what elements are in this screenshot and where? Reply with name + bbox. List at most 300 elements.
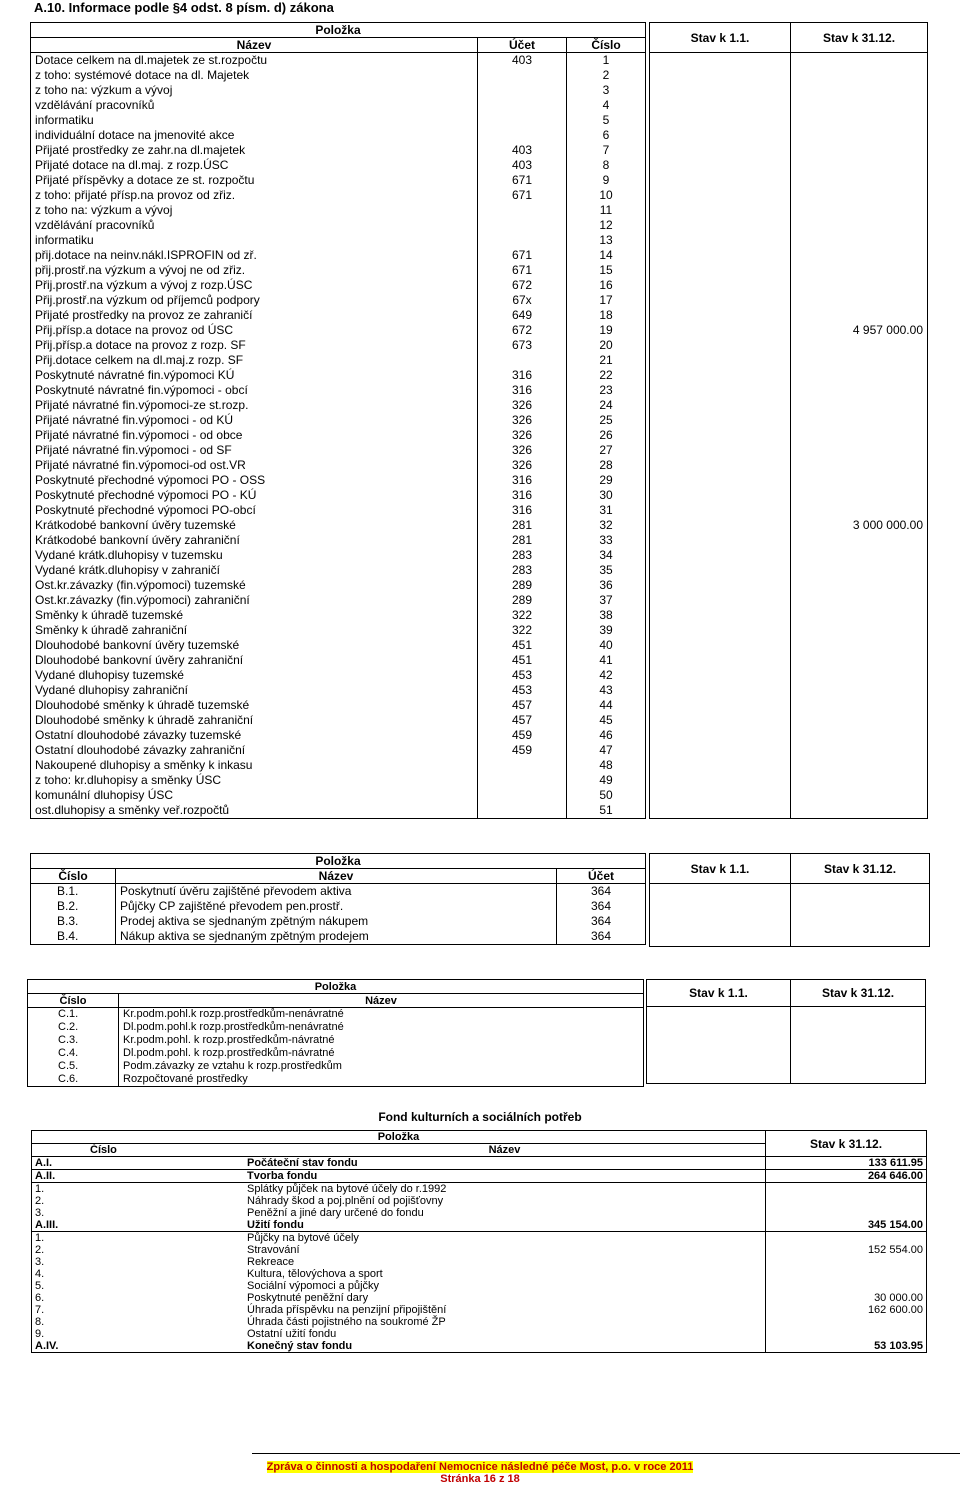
fund-cislo: 6. bbox=[35, 1292, 45, 1304]
item-cislo: B.4. bbox=[31, 929, 116, 945]
table-row bbox=[31, 143, 646, 158]
table-row bbox=[28, 1073, 644, 1087]
table-row bbox=[650, 203, 928, 218]
item-stav11 bbox=[650, 653, 791, 668]
item-ucet: 671 bbox=[478, 263, 567, 278]
item-stav3112 bbox=[791, 653, 928, 668]
table-row bbox=[31, 443, 646, 458]
table-row bbox=[650, 188, 928, 203]
item-name: Přij.přísp.a dotace na provoz z rozp. SF bbox=[31, 338, 478, 353]
fund-cislo: 3. bbox=[35, 1207, 45, 1219]
item-stav11 bbox=[650, 383, 791, 398]
fund-table bbox=[31, 1130, 927, 1353]
item-ucet bbox=[478, 98, 567, 113]
item-stav11 bbox=[650, 173, 791, 188]
item-stav3112 bbox=[791, 143, 928, 158]
item-stav3112 bbox=[791, 53, 928, 69]
item-cislo: 27 bbox=[599, 443, 613, 457]
table-row bbox=[31, 308, 646, 323]
item-stav3112 bbox=[791, 263, 928, 278]
item-cislo: C.4. bbox=[28, 1047, 119, 1060]
item-stav11 bbox=[650, 803, 791, 819]
item-stav11 bbox=[650, 83, 791, 98]
item-cislo: 29 bbox=[599, 473, 613, 487]
item-ucet: 316 bbox=[478, 488, 567, 503]
fund-cislo: 7. bbox=[35, 1304, 45, 1316]
item-ucet: 459 bbox=[478, 728, 567, 743]
item-name: Přijaté prostředky ze zahr.na dl.majetek bbox=[31, 143, 478, 158]
item-stav11 bbox=[650, 203, 791, 218]
item-cislo: 26 bbox=[599, 428, 613, 442]
table-a-group-header: Položka bbox=[31, 23, 646, 38]
item-name: Přijaté dotace na dl.maj. z rozp.ÚSC bbox=[31, 158, 478, 173]
table-row bbox=[650, 383, 928, 398]
table-row bbox=[31, 323, 646, 338]
table-b-ucet-header: Účet bbox=[587, 869, 614, 883]
table-row bbox=[32, 1328, 927, 1340]
item-cislo: B.3. bbox=[31, 914, 116, 929]
item-cislo: 44 bbox=[599, 698, 613, 712]
item-cislo: 8 bbox=[602, 158, 610, 172]
table-row bbox=[650, 683, 928, 698]
item-stav11 bbox=[650, 98, 791, 113]
fund-cislo: A.II. bbox=[32, 1170, 245, 1183]
fund-title: Fond kulturních a sociálních potřeb bbox=[378, 1110, 582, 1124]
table-row bbox=[31, 68, 646, 83]
fund-cislo: 5. bbox=[35, 1280, 45, 1292]
item-name: informatiku bbox=[31, 113, 478, 128]
table-row bbox=[32, 1170, 927, 1183]
item-stav3112: 4 957 000.00 bbox=[852, 323, 923, 337]
item-stav11 bbox=[650, 233, 791, 248]
item-ucet: 322 bbox=[478, 608, 567, 623]
fund-value bbox=[766, 1195, 927, 1207]
item-stav3112 bbox=[791, 83, 928, 98]
item-name: Dlouhodobé bankovní úvěry tuzemské bbox=[31, 638, 478, 653]
item-cislo: 14 bbox=[599, 248, 613, 262]
fund-name: Peněžní a jiné dary určené do fondu bbox=[244, 1207, 766, 1219]
item-stav11 bbox=[650, 758, 791, 773]
table-row bbox=[28, 1021, 644, 1034]
item-cislo: 15 bbox=[599, 263, 613, 277]
item-stav3112 bbox=[791, 458, 928, 473]
table-row bbox=[31, 638, 646, 653]
fund-value bbox=[766, 1232, 927, 1245]
item-ucet: 364 bbox=[590, 899, 612, 913]
table-row bbox=[32, 1219, 927, 1232]
fund-name: Ostatní užití fondu bbox=[244, 1328, 766, 1340]
item-name: z toho: systémové dotace na dl. Majetek bbox=[31, 68, 478, 83]
table-row bbox=[32, 1244, 927, 1256]
item-cislo: 49 bbox=[599, 773, 613, 787]
table-row bbox=[31, 788, 646, 803]
item-stav3112 bbox=[791, 758, 928, 773]
table-row bbox=[31, 293, 646, 308]
item-cislo: 7 bbox=[602, 143, 610, 157]
fund-name: Sociální výpomoci a půjčky bbox=[244, 1280, 766, 1292]
table-row bbox=[650, 488, 928, 503]
item-cislo: 5 bbox=[602, 113, 610, 127]
fund-cislo: 2. bbox=[35, 1244, 45, 1256]
item-stav3112 bbox=[791, 803, 928, 819]
table-row bbox=[32, 1232, 927, 1245]
fund-value bbox=[766, 1256, 927, 1268]
item-ucet: 281 bbox=[478, 533, 567, 548]
table-row bbox=[31, 713, 646, 728]
fund-cislo-header: Číslo bbox=[90, 1144, 117, 1156]
table-row bbox=[650, 443, 928, 458]
item-stav3112 bbox=[791, 413, 928, 428]
item-ucet: 457 bbox=[478, 698, 567, 713]
item-name: Vydané dluhopisy tuzemské bbox=[31, 668, 478, 683]
table-row bbox=[650, 578, 928, 593]
item-cislo: 37 bbox=[599, 593, 613, 607]
table-row bbox=[31, 218, 646, 233]
item-ucet: 673 bbox=[478, 338, 567, 353]
item-stav11 bbox=[650, 488, 791, 503]
item-ucet: 451 bbox=[478, 638, 567, 653]
table-b-stav3112-header: Stav k 31.12. bbox=[823, 861, 897, 876]
table-row bbox=[31, 608, 646, 623]
item-cislo: 17 bbox=[599, 293, 613, 307]
item-ucet bbox=[478, 233, 567, 248]
item-ucet: 326 bbox=[478, 413, 567, 428]
table-row bbox=[31, 533, 646, 548]
item-ucet: 316 bbox=[478, 368, 567, 383]
table-row bbox=[31, 758, 646, 773]
table-a-stav11-header: Stav k 1.1. bbox=[650, 23, 791, 53]
item-name: Krátkodobé bankovní úvěry zahraniční bbox=[31, 533, 478, 548]
table-a-ucet-header: Účet bbox=[478, 38, 567, 53]
footer-page-number: Stránka 16 z 18 bbox=[440, 1473, 520, 1485]
item-ucet bbox=[478, 203, 567, 218]
item-name: Půjčky CP zajištěné převodem pen.prostř. bbox=[116, 899, 557, 914]
item-stav3112 bbox=[791, 158, 928, 173]
item-name: z toho na: výzkum a vývoj bbox=[31, 203, 478, 218]
fund-cislo: 9. bbox=[35, 1328, 45, 1340]
table-a bbox=[30, 22, 646, 819]
item-ucet: 649 bbox=[478, 308, 567, 323]
table-row bbox=[650, 623, 928, 638]
table-row bbox=[31, 518, 646, 533]
table-row bbox=[31, 428, 646, 443]
fund-name: Náhrady škod a poj.plnění od pojišťovny bbox=[244, 1195, 766, 1207]
table-row bbox=[31, 743, 646, 758]
item-stav11 bbox=[650, 53, 791, 69]
table-row bbox=[650, 803, 928, 819]
item-ucet bbox=[478, 128, 567, 143]
table-row bbox=[31, 698, 646, 713]
item-name: z toho: přijaté přísp.na provoz od zřiz. bbox=[31, 188, 478, 203]
fund-name: Kultura, tělovýchova a sport bbox=[244, 1268, 766, 1280]
table-row bbox=[32, 1207, 927, 1219]
item-stav3112 bbox=[791, 668, 928, 683]
item-name: Vydané dluhopisy zahraniční bbox=[31, 683, 478, 698]
item-ucet bbox=[478, 773, 567, 788]
item-stav3112 bbox=[791, 638, 928, 653]
table-row bbox=[31, 53, 646, 69]
fund-name: Úhrada části pojistného na soukromé ŽP bbox=[244, 1316, 766, 1328]
item-stav3112 bbox=[791, 113, 928, 128]
table-row bbox=[31, 593, 646, 608]
table-row bbox=[650, 533, 928, 548]
table-b-stav11-header: Stav k 1.1. bbox=[650, 854, 791, 884]
item-cislo: 47 bbox=[599, 743, 613, 757]
table-row bbox=[32, 1316, 927, 1328]
item-cislo: 50 bbox=[599, 788, 613, 802]
item-stav11 bbox=[650, 533, 791, 548]
item-stav11 bbox=[650, 218, 791, 233]
table-row bbox=[31, 113, 646, 128]
table-row bbox=[650, 608, 928, 623]
footer-rule bbox=[252, 1453, 960, 1454]
item-ucet: 364 bbox=[590, 929, 612, 943]
item-cislo: 9 bbox=[602, 173, 610, 187]
section-title: A.10. Informace podle §4 odst. 8 písm. d) zákona bbox=[34, 0, 334, 15]
item-ucet: 671 bbox=[478, 173, 567, 188]
table-row bbox=[31, 158, 646, 173]
item-name: Kr.podm.pohl.k rozp.prostředkům-nenávratné bbox=[123, 1008, 344, 1020]
item-name: Dlouhodobé směnky k úhradě tuzemské bbox=[31, 698, 478, 713]
table-row bbox=[31, 278, 646, 293]
item-name: Přijaté návratné fin.výpomoci - od SF bbox=[31, 443, 478, 458]
item-stav3112 bbox=[791, 623, 928, 638]
table-b-cislo-header: Číslo bbox=[31, 869, 116, 884]
table-row bbox=[650, 713, 928, 728]
fund-name: Stravování bbox=[244, 1244, 766, 1256]
table-row bbox=[650, 143, 928, 158]
table-row bbox=[650, 323, 928, 338]
item-stav3112 bbox=[791, 98, 928, 113]
item-stav11 bbox=[650, 788, 791, 803]
fund-cislo: 3. bbox=[35, 1256, 45, 1268]
item-ucet bbox=[478, 758, 567, 773]
fund-name: Půjčky na bytové účely bbox=[244, 1232, 766, 1245]
item-cislo: 45 bbox=[599, 713, 613, 727]
item-ucet: 283 bbox=[478, 563, 567, 578]
item-cislo: C.1. bbox=[28, 1008, 119, 1022]
table-row bbox=[31, 188, 646, 203]
fund-name: Splátky půjček na bytové účely do r.1992 bbox=[244, 1183, 766, 1196]
fund-name: Počáteční stav fondu bbox=[244, 1157, 766, 1170]
item-stav3112 bbox=[791, 473, 928, 488]
item-name: Přij.prostř.na výzkum a vývoj z rozp.ÚSC bbox=[31, 278, 478, 293]
item-stav3112 bbox=[791, 128, 928, 143]
item-stav11 bbox=[650, 608, 791, 623]
item-cislo: 30 bbox=[599, 488, 613, 502]
item-stav3112 bbox=[791, 608, 928, 623]
item-ucet: 283 bbox=[478, 548, 567, 563]
item-name: Dlouhodobé směnky k úhradě zahraniční bbox=[31, 713, 478, 728]
item-name: ost.dluhopisy a směnky veř.rozpočtů bbox=[31, 803, 478, 819]
table-row bbox=[650, 248, 928, 263]
item-name: Poskytnuté návratné fin.výpomoci KÚ bbox=[31, 368, 478, 383]
table-row bbox=[31, 353, 646, 368]
fund-name-header: Název bbox=[244, 1144, 766, 1157]
fund-cislo: 4. bbox=[35, 1268, 45, 1280]
table-row bbox=[650, 503, 928, 518]
item-name: individuální dotace na jmenovité akce bbox=[31, 128, 478, 143]
fund-group-header: Položka bbox=[32, 1131, 766, 1144]
item-name: Nákup aktiva se sjednaným zpětným prodejem bbox=[116, 929, 557, 945]
table-row bbox=[650, 758, 928, 773]
item-ucet: 316 bbox=[478, 383, 567, 398]
item-stav11 bbox=[650, 638, 791, 653]
item-name: Poskytnutí úvěru zajištěné převodem aktiva bbox=[116, 884, 557, 900]
item-name: přij.prostř.na výzkum a vývoj ne od zřiz. bbox=[31, 263, 478, 278]
item-name: Krátkodobé bankovní úvěry tuzemské bbox=[31, 518, 478, 533]
item-name: Poskytnuté přechodné výpomoci PO-obcí bbox=[31, 503, 478, 518]
table-row bbox=[32, 1304, 927, 1316]
item-name: Dotace celkem na dl.majetek ze st.rozpočtu bbox=[31, 53, 478, 69]
item-ucet: 403 bbox=[478, 158, 567, 173]
item-cislo: 23 bbox=[599, 383, 613, 397]
item-cislo: 11 bbox=[599, 203, 613, 217]
item-stav11 bbox=[650, 413, 791, 428]
item-stav3112: 3 000 000.00 bbox=[852, 518, 923, 532]
item-cislo: 48 bbox=[599, 758, 613, 772]
item-stav3112 bbox=[791, 488, 928, 503]
table-row bbox=[650, 743, 928, 758]
item-stav11 bbox=[650, 773, 791, 788]
item-ucet: 453 bbox=[478, 683, 567, 698]
table-row bbox=[31, 128, 646, 143]
fund-value: 152 554.00 bbox=[867, 1244, 923, 1256]
item-stav11 bbox=[650, 503, 791, 518]
item-stav3112 bbox=[791, 233, 928, 248]
item-stav11 bbox=[650, 293, 791, 308]
item-cislo: 3 bbox=[602, 83, 610, 97]
item-ucet: 459 bbox=[478, 743, 567, 758]
table-b-name-header: Název bbox=[116, 869, 557, 884]
table-b-group-header: Položka bbox=[31, 854, 646, 869]
table-row bbox=[650, 293, 928, 308]
item-stav3112 bbox=[791, 218, 928, 233]
table-row bbox=[31, 914, 646, 929]
item-name: Prodej aktiva se sjednaným zpětným nákupem bbox=[116, 914, 557, 929]
item-cislo: B.2. bbox=[31, 899, 116, 914]
table-row bbox=[32, 1268, 927, 1280]
item-name: Vydané krátk.dluhopisy v zahraničí bbox=[31, 563, 478, 578]
item-cislo: 21 bbox=[599, 353, 613, 367]
item-cislo: 28 bbox=[599, 458, 613, 472]
item-ucet: 326 bbox=[478, 443, 567, 458]
item-name: Podm.závazky ze vztahu k rozp.prostředkům bbox=[123, 1060, 342, 1072]
item-ucet bbox=[478, 353, 567, 368]
table-row bbox=[31, 728, 646, 743]
item-stav3112 bbox=[791, 743, 928, 758]
item-ucet bbox=[478, 788, 567, 803]
table-row bbox=[32, 1195, 927, 1207]
table-row bbox=[650, 83, 928, 98]
table-a-cislo-header: Číslo bbox=[591, 38, 621, 52]
table-row bbox=[31, 458, 646, 473]
footer-report-title: Zpráva o činnosti a hospodaření Nemocnice následné péče Most, p.o. v roce 2011 bbox=[266, 1461, 694, 1473]
item-ucet: 326 bbox=[478, 428, 567, 443]
item-ucet: 281 bbox=[478, 518, 567, 533]
table-row bbox=[31, 203, 646, 218]
table-row bbox=[650, 173, 928, 188]
table-a-stav3112-header: Stav k 31.12. bbox=[822, 30, 896, 45]
item-cislo: 51 bbox=[599, 803, 613, 817]
table-row bbox=[31, 338, 646, 353]
item-name: Přijaté návratné fin.výpomoci-ze st.rozp. bbox=[31, 398, 478, 413]
table-row bbox=[31, 473, 646, 488]
table-row bbox=[650, 263, 928, 278]
table-row bbox=[31, 683, 646, 698]
item-stav11 bbox=[650, 548, 791, 563]
table-row bbox=[650, 68, 928, 83]
table-row bbox=[650, 428, 928, 443]
item-stav3112 bbox=[791, 383, 928, 398]
table-row bbox=[31, 563, 646, 578]
item-cislo: C.6. bbox=[28, 1073, 119, 1087]
table-row bbox=[31, 413, 646, 428]
item-name: Ost.kr.závazky (fin.výpomoci) tuzemské bbox=[31, 578, 478, 593]
item-name: Přijaté návratné fin.výpomoci-od ost.VR bbox=[31, 458, 478, 473]
item-stav11 bbox=[650, 698, 791, 713]
fund-name: Konečný stav fondu bbox=[244, 1340, 766, 1353]
item-name: z toho: kr.dluhopisy a směnky ÚSC bbox=[31, 773, 478, 788]
table-row bbox=[28, 1047, 644, 1060]
item-ucet: 364 bbox=[590, 884, 612, 898]
table-c-name-header: Název bbox=[365, 994, 397, 1007]
item-ucet: 326 bbox=[478, 458, 567, 473]
item-ucet: 671 bbox=[478, 248, 567, 263]
fund-value: 345 154.00 bbox=[766, 1219, 927, 1232]
item-stav11 bbox=[650, 713, 791, 728]
item-stav3112 bbox=[791, 293, 928, 308]
table-row bbox=[31, 173, 646, 188]
item-cislo: 6 bbox=[602, 128, 610, 142]
item-ucet: 289 bbox=[478, 578, 567, 593]
table-row bbox=[31, 548, 646, 563]
fund-name: Tvorba fondu bbox=[244, 1170, 766, 1183]
item-stav11 bbox=[650, 263, 791, 278]
item-stav11 bbox=[650, 743, 791, 758]
item-ucet: 672 bbox=[478, 323, 567, 338]
item-stav11 bbox=[650, 143, 791, 158]
table-row bbox=[650, 353, 928, 368]
item-name: Ostatní dlouhodobé závazky zahraniční bbox=[31, 743, 478, 758]
item-cislo: 34 bbox=[599, 548, 613, 562]
table-row bbox=[28, 1060, 644, 1073]
fund-cislo: 1. bbox=[35, 1183, 45, 1195]
item-stav11 bbox=[650, 683, 791, 698]
table-row bbox=[31, 503, 646, 518]
fund-value: 30 000.00 bbox=[874, 1292, 923, 1304]
table-row bbox=[28, 1008, 644, 1022]
item-cislo: C.5. bbox=[28, 1060, 119, 1073]
table-row bbox=[650, 233, 928, 248]
table-c-group-header: Položka bbox=[28, 980, 644, 994]
table-row bbox=[650, 638, 928, 653]
fund-value bbox=[766, 1268, 927, 1280]
item-cislo: C.3. bbox=[28, 1034, 119, 1047]
item-stav11 bbox=[650, 518, 791, 533]
item-name: Ost.kr.závazky (fin.výpomoci) zahraniční bbox=[31, 593, 478, 608]
fund-name: Úhrada příspěvku na penzijní připojištění bbox=[244, 1304, 766, 1316]
item-name: Ostatní dlouhodobé závazky tuzemské bbox=[31, 728, 478, 743]
fund-value: 53 103.95 bbox=[766, 1340, 927, 1353]
table-row bbox=[31, 803, 646, 819]
table-row bbox=[650, 473, 928, 488]
item-stav11 bbox=[650, 113, 791, 128]
item-cislo: 24 bbox=[599, 398, 613, 412]
table-row bbox=[650, 788, 928, 803]
table-row bbox=[650, 698, 928, 713]
item-stav3112 bbox=[791, 353, 928, 368]
